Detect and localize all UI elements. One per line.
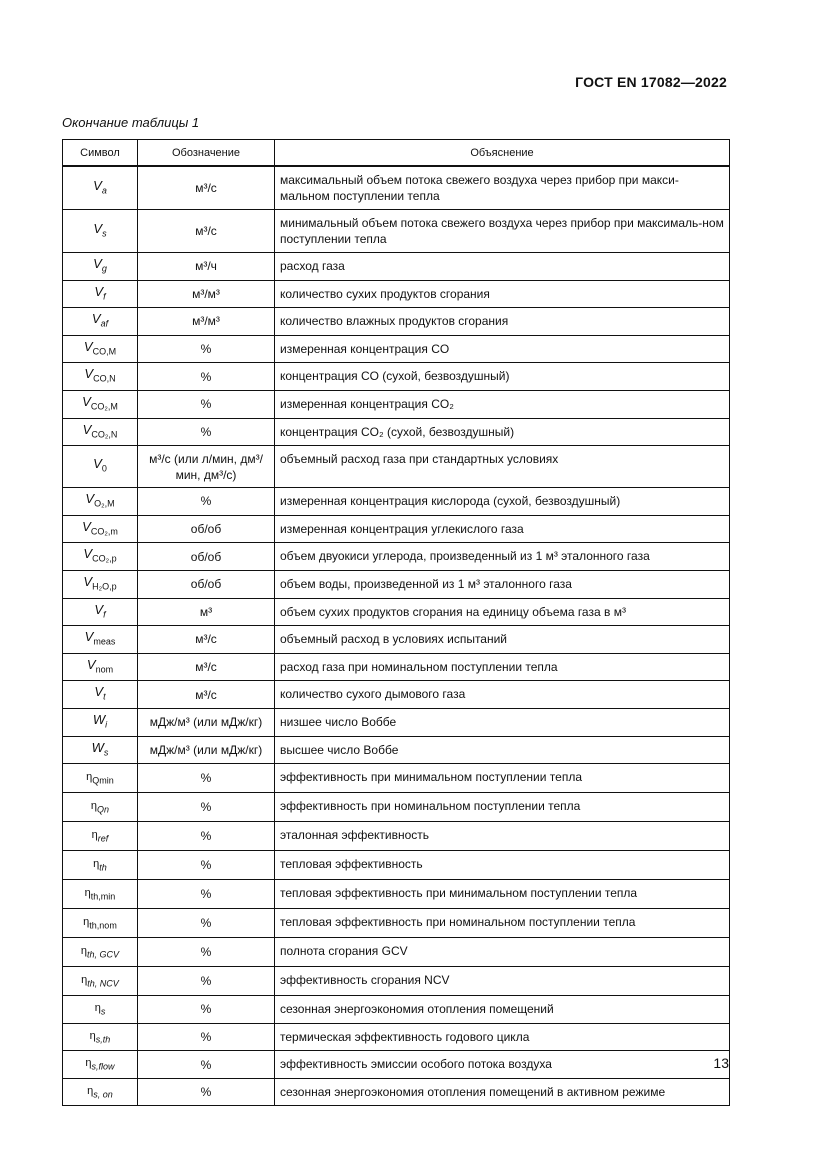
symbol-base: η [81,973,88,986]
designation-cell: мДж/м³ (или мДж/кг) [138,736,275,764]
table-row [63,996,730,1024]
designation-cell: мДж/м³ (или мДж/кг) [138,708,275,736]
explanation-cell: тепловая эффективность [275,851,730,880]
symbol-cell [63,626,138,654]
symbol-subscript: CO₂,N [91,429,118,440]
explanation-cell: сезонная энергоэкономия отопления помещений [275,996,730,1024]
symbol-cell [63,363,138,391]
symbol-base: V [82,518,91,534]
symbol-subscript: th,min [90,891,116,902]
column-header-designation: Обозначение [138,140,275,167]
symbol-cell [63,851,138,880]
explanation-cell: сезонная энергоэкономия отопления помещений в активном режиме [275,1078,730,1106]
symbol-subscript: s [103,747,109,758]
symbol-base: V [82,393,91,409]
symbol-cell [63,598,138,626]
column-header-symbol: Символ [63,140,138,167]
designation-cell: % [138,1078,275,1106]
table-row [63,1051,730,1079]
table-row [63,418,730,446]
symbol-cell [63,1078,138,1106]
symbol-cell [63,793,138,822]
explanation-cell: эффективность при номинальном поступлении тепла [275,793,730,822]
symbol-cell [63,166,138,210]
explanation-cell: измеренная концентрация углекислого газа [275,515,730,543]
symbol-subscript: g [101,263,107,274]
symbol-cell [63,938,138,967]
designation-cell: м³ [138,598,275,626]
symbol-base: V [83,546,93,562]
designation-cell: % [138,418,275,446]
symbol-cell [63,1051,138,1079]
table-row [63,515,730,543]
explanation-cell: объемный расход газа при стандартных условиях [275,446,730,488]
explanation-cell: концентрация CO (сухой, безвоздушный) [275,363,730,391]
designation-cell: % [138,488,275,516]
symbol-cell [63,308,138,336]
symbol-cell [63,909,138,938]
symbol-base: η [85,1057,92,1070]
symbol-subscript: t [103,691,106,702]
symbols-table [62,139,730,1106]
symbol-subscript: O₂,M [94,498,115,509]
symbol-subscript: CO₂,M [90,401,118,412]
symbol-cell [63,996,138,1024]
explanation-cell: эталонная эффективность [275,822,730,851]
symbol-cell [63,390,138,418]
table-row [63,793,730,822]
table-row [63,1078,730,1106]
table-row [63,681,730,709]
symbol-cell [63,446,138,488]
symbol-base: V [83,338,93,354]
symbol-base: η [86,770,93,783]
table-row [63,253,730,281]
symbol-cell [63,335,138,363]
symbol-cell [63,681,138,709]
symbol-base: η [84,886,91,899]
symbol-cell [63,1023,138,1051]
table-header-row [63,140,730,167]
symbol-cell [63,822,138,851]
symbol-subscript: th, GCV [87,949,120,960]
page-number: 13 [713,1055,729,1071]
designation-cell: % [138,1051,275,1079]
symbol-base: V [93,256,102,271]
explanation-cell: расход газа [275,253,730,281]
designation-cell: % [138,764,275,793]
explanation-cell: объемный расход в условиях испытаний [275,626,730,654]
table-row [63,1023,730,1051]
explanation-cell: измеренная концентрация CO₂ [275,390,730,418]
symbol-subscript: f [103,609,106,620]
designation-cell: м³/с [138,653,275,681]
symbol-subscript: Qmin [92,775,114,786]
explanation-cell: тепловая эффективность при номинальном поступлении тепла [275,909,730,938]
symbol-subscript: 0 [101,463,107,474]
symbol-subscript: th, NCV [87,978,119,989]
designation-cell: м³/м³ [138,280,275,308]
symbol-base: V [94,684,104,700]
designation-cell: м³/с (или л/мин, дм³/мин, дм³/с) [138,446,275,488]
explanation-cell: объем сухих продуктов сгорания на единицу объема газа в м³ [275,598,730,626]
symbol-base: V [84,629,94,645]
table-row [63,880,730,909]
table-row [63,210,730,253]
designation-cell: об/об [138,543,275,571]
symbol-subscript: Qn [97,804,110,815]
explanation-cell: эффективность эмиссии особого потока воздуха [275,1051,730,1079]
table-row [63,488,730,516]
symbol-cell [63,967,138,996]
symbol-base: η [94,1002,101,1015]
designation-cell: % [138,335,275,363]
designation-cell: % [138,938,275,967]
explanation-cell: максимальный объем потока свежего воздуха через прибор при макси-мальном поступлении тепла [275,166,730,210]
symbol-subscript: s,th [95,1034,111,1045]
explanation-cell: высшее число Воббе [275,736,730,764]
symbol-subscript: CO₂,p [92,553,117,564]
symbol-subscript: af [100,318,109,329]
designation-cell: м³/м³ [138,308,275,336]
symbol-subscript: CO₂,m [90,526,118,537]
symbol-base: η [83,915,90,928]
symbol-cell [63,515,138,543]
table-row [63,938,730,967]
symbol-cell [63,708,138,736]
designation-cell: м³/с [138,166,275,210]
designation-cell: % [138,909,275,938]
designation-cell: м³/с [138,681,275,709]
symbol-base: W [92,711,106,727]
symbol-cell [63,280,138,308]
symbol-base: V [82,421,92,437]
symbol-cell [63,418,138,446]
symbol-base: η [91,828,98,841]
table-row [63,390,730,418]
explanation-cell: эффективность сгорания NCV [275,967,730,996]
symbol-base: V [93,456,102,472]
symbol-subscript: th,nom [89,920,117,931]
standard-number: ГОСТ EN 17082—2022 [575,74,727,90]
symbol-cell [63,488,138,516]
symbol-base: V [86,656,96,672]
designation-cell: м³/с [138,210,275,253]
symbol-subscript: CO,M [92,346,117,357]
symbol-subscript: a [101,185,107,196]
symbol-cell [63,253,138,281]
explanation-cell: концентрация CO₂ (сухой, безвоздушный) [275,418,730,446]
symbol-base: V [84,366,94,382]
designation-cell: % [138,967,275,996]
column-header-explanation: Объяснение [275,140,730,167]
table-row [63,708,730,736]
designation-cell: об/об [138,515,275,543]
symbol-subscript: ref [97,833,109,844]
designation-cell: об/об [138,570,275,598]
explanation-cell: объем двуокиси углерода, произведенный из 1 м³ эталонного газа [275,543,730,571]
symbol-subscript: meas [93,636,116,647]
explanation-cell: количество сухих продуктов сгорания [275,280,730,308]
designation-cell: % [138,1023,275,1051]
table-row [63,598,730,626]
table-row [63,363,730,391]
symbol-subscript: s,flow [91,1061,115,1072]
table-row [63,736,730,764]
table-row [63,909,730,938]
designation-cell: м³/ч [138,253,275,281]
symbol-base: V [83,573,93,589]
symbol-base: V [94,601,104,617]
symbol-base: η [93,857,100,870]
designation-cell: % [138,390,275,418]
symbol-cell [63,570,138,598]
table-row [63,570,730,598]
symbol-subscript: s, on [93,1089,113,1100]
symbol-base: V [93,220,103,236]
symbol-subscript: H₂O,p [92,581,117,592]
table-row [63,543,730,571]
table-row [63,280,730,308]
table-row [63,653,730,681]
designation-cell: % [138,363,275,391]
explanation-cell: тепловая эффективность при минимальном поступлении тепла [275,880,730,909]
table-row [63,308,730,336]
symbol-subscript: CO,N [93,373,116,384]
symbol-base: V [85,491,95,507]
symbol-base: η [90,799,98,812]
table-row [63,335,730,363]
symbol-subscript: s [100,1006,106,1017]
symbol-base: η [80,944,88,957]
symbol-cell [63,210,138,253]
symbol-cell [63,880,138,909]
designation-cell: % [138,793,275,822]
explanation-cell: полнота сгорания GCV [275,938,730,967]
explanation-cell: измеренная концентрация CO [275,335,730,363]
table-row [63,851,730,880]
explanation-cell: термическая эффективность годового цикла [275,1023,730,1051]
symbol-cell [63,653,138,681]
explanation-cell: объем воды, произведенной из 1 м³ эталонного газа [275,570,730,598]
symbol-subscript: th [99,862,107,873]
designation-cell: % [138,996,275,1024]
explanation-cell: низшее число Воббе [275,708,730,736]
symbol-subscript: f [103,291,106,302]
table-row [63,446,730,488]
designation-cell: % [138,880,275,909]
symbol-base: η [89,1029,96,1042]
table-row [63,967,730,996]
explanation-cell: измеренная концентрация кислорода (сухой, безвоздушный) [275,488,730,516]
designation-cell: м³/с [138,626,275,654]
symbol-subscript: nom [95,664,114,675]
table-row [63,166,730,210]
symbol-base: η [87,1084,94,1097]
explanation-cell: минимальный объем потока свежего воздуха через прибор при максималь-ном поступлении тепла [275,210,730,253]
table-row [63,822,730,851]
symbol-cell [63,736,138,764]
symbol-cell [63,764,138,793]
designation-cell: % [138,822,275,851]
symbol-subscript: i [105,719,108,730]
symbol-base: V [93,177,102,193]
table-body [63,166,730,1106]
explanation-cell: эффективность при минимальном поступлении тепла [275,764,730,793]
table-caption: Окончание таблицы 1 [62,115,200,130]
symbol-subscript: s [102,228,107,239]
symbol-cell [63,543,138,571]
designation-cell: % [138,851,275,880]
table-row [63,626,730,654]
explanation-cell: расход газа при номинальном поступлении тепла [275,653,730,681]
symbol-base: V [94,283,104,299]
explanation-cell: количество сухого дымового газа [275,681,730,709]
symbol-base: V [91,311,101,327]
table-row [63,764,730,793]
explanation-cell: количество влажных продуктов сгорания [275,308,730,336]
symbol-base: W [91,739,104,755]
